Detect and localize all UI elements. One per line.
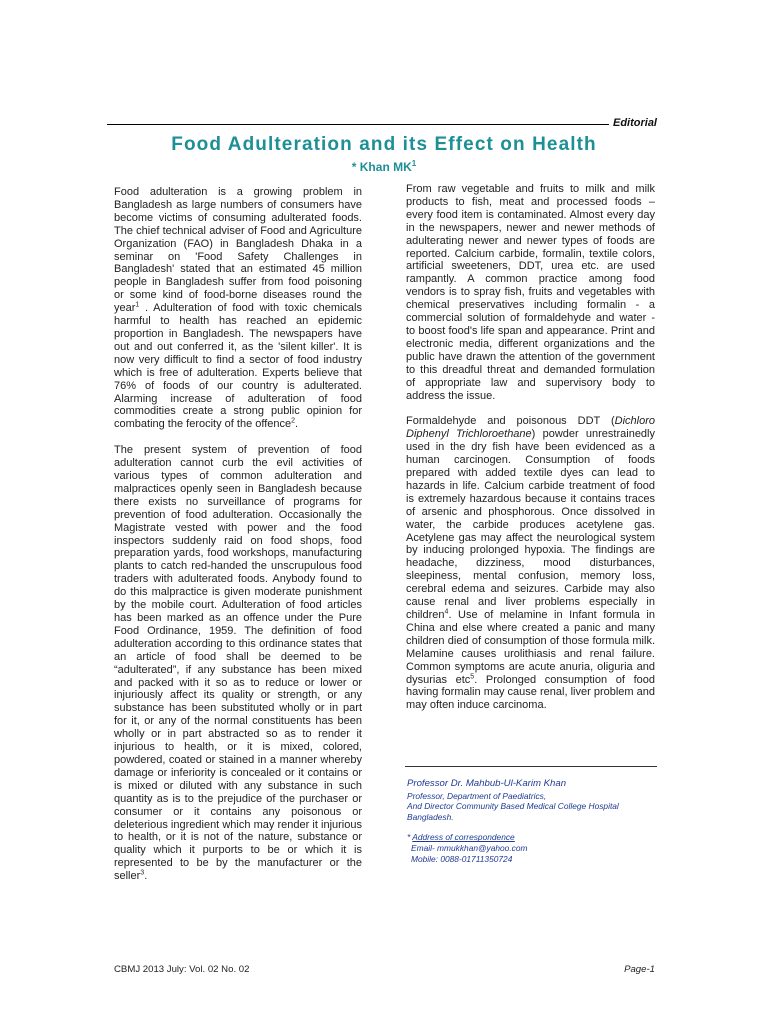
correspondence-star: * xyxy=(407,832,413,843)
journal-citation: CBMJ 2013 July: Vol. 02 No. 02 xyxy=(114,964,250,975)
author-line xyxy=(0,160,768,174)
correspondence-mobile: Mobile: 0088-01711350724 xyxy=(411,853,513,864)
paragraph-text: Food adulteration is a growing problem in Bangladesh as large numbers of consumers have become victims of consuming adulterated foods. The chief technical adviser of Food and Agriculture Organization (FAO) in Bangladesh Dhaka in a seminar on 'Food Safety Challenges in Bangladesh' stated that an estimated 45 million people in Bangladesh suffer from food poisoning or some kind of food-borne diseases round the year xyxy=(114,186,362,315)
left-column xyxy=(114,186,362,883)
paragraph: From raw vegetable and fruits to milk and milk products to fish, meat and processed foods – every food item is contaminated. Almost every day in the newspapers, newer and newer methods of adulterating newer and newer types of foods are reported. Calcium carbide, formalin, textile colors, artificial sweeteners, DDT, urea etc. are used rampantly. A common practice among food vendors is to spray fish, fruits and vegetables with chemical preservatives including formalin - a commercial solution of formaldehyde and water - to boost food's life span and appearance. Print and electronic media, different organizations and the public have drawn the attention of the government to this dreadful threat and demanded formulation of appropriate law and supervisory body to address the issue. xyxy=(406,183,655,402)
paragraph-text: The present system of prevention of food adulteration cannot curb the evil activities of various types of common adulteration and malpractices openly seen in Bangladesh because there exists no surveillance of programs for prevention of food adulteration. Occasionally the Magistrate vested with power and the food inspectors suddenly raid on food shops, food preparation yards, food workshops, manufacturing plants to catch red-handed the unscrupulous food traders with adulterated foods. Anybody found to do this malpractice is given moderate punishment by the mobile court. Adulteration of food articles has been marked as an offence under the Pure Food Ordinance, 1959. The definition of food adulteration according to this ordinance states that an article of food shall be deemed to be “adulterated”, if any substance has been mixed and packed with it so as to reduce or lower or injuriously affect its quality or strength, or any substance has been substituted wholly or in part for it, or any of the normal constituents has been wholly or in part abstracted so as to render it injurious to health, or it is mixed, colored, powdered, coated or stained in a manner whereby damage or inferiority is concealed or it contains or is mixed or diluted with any substance in such quantity as is to the prejudice of the purchaser or consumer or it contains any poisonous or deleterious ingredient which may render it injurious to health, or it is not of the nature, substance or quality which it purports to be or which it is represented to be by the manufacturer or the seller xyxy=(114,444,362,883)
affiliation-line: Bangladesh. xyxy=(407,811,454,822)
chemical-name: Dichloro Diphenyl Trichloroethane xyxy=(406,415,655,441)
section-label: Editorial xyxy=(612,117,657,129)
paragraph xyxy=(406,415,655,712)
reference-mark: 3 xyxy=(140,869,145,877)
page-number: Page-1 xyxy=(624,964,655,975)
reference-mark: 2 xyxy=(291,417,296,425)
article-title: Food Adulteration and its Effect on Health xyxy=(171,134,597,155)
paragraph-text: . Prolonged consumption of food having formalin may cause renal, liver problem and may often induce carcinoma. xyxy=(406,673,655,712)
paragraph-text: ) powder unrestrainedly used in the dry fish have been evidenced as a human carcinogen. Consumption of foods prepared with added textile dyes can lead to hazards in life. Calcium carbide treatment of food is extremely hazardous because it contains traces of arsenic and phosphorous. Once dissolved in water, the carbide produces acetylene gas. Acetylene gas may affect the neurological system by inducing prolonged hypoxia. The findings are headache, dizziness, mood disturbances, sleepiness, mental confusion, memory loss, cerebral edema and seizures. Carbide may also cause renal and liver problems especially in children xyxy=(406,428,655,621)
right-column xyxy=(406,183,655,712)
header-rule xyxy=(107,124,609,125)
paragraph-text: . Adulteration of food with toxic chemicals harmful to health has reached an epidemic proportion in Bangladesh. The newspapers have out and out conferred it, as the 'silent killer'. It is now very difficult to find a sector of food industry which is free of adulteration. Experts believe that 76% of foods of our country is adulterated. Alarming increase of adulteration of food commodities create a strong public opinion for combating the ferocity of the offence xyxy=(114,302,362,431)
affiliation-rule xyxy=(405,766,657,767)
paragraph-text: . Use of melamine in Infant formula in China and else where created a panic and many children died of consumption of those formula milk. Melamine causes urolithiasis and renal failure. Common symptoms are acute anuria, oliguria and dysurias etc xyxy=(406,609,655,686)
correspondence-heading xyxy=(407,832,667,843)
paragraph-text: . xyxy=(295,418,299,431)
reference-mark: 1 xyxy=(135,301,140,309)
affiliation-line: And Director Community Based Medical College Hospital xyxy=(407,801,619,812)
affiliation-block xyxy=(407,779,667,864)
paragraph xyxy=(114,186,362,431)
reference-mark: 5 xyxy=(470,672,475,680)
paragraph-text: . xyxy=(144,870,148,883)
paragraph-text: Formaldehyde and poisonous DDT ( xyxy=(406,415,615,428)
author-affiliation-mark: 1 xyxy=(411,159,417,168)
correspondence-link[interactable]: Address of correspondence xyxy=(412,832,515,843)
correspondence-email[interactable]: Email- mmukkhan@yahoo.com xyxy=(411,842,528,853)
affiliation-name: Professor Dr. Mahbub-Ul-Karim Khan xyxy=(407,778,567,789)
author-name: * Khan MK xyxy=(351,160,412,174)
reference-mark: 4 xyxy=(444,608,449,616)
paragraph xyxy=(114,444,362,883)
affiliation-line: Professor, Department of Paediatrics, xyxy=(407,790,547,801)
